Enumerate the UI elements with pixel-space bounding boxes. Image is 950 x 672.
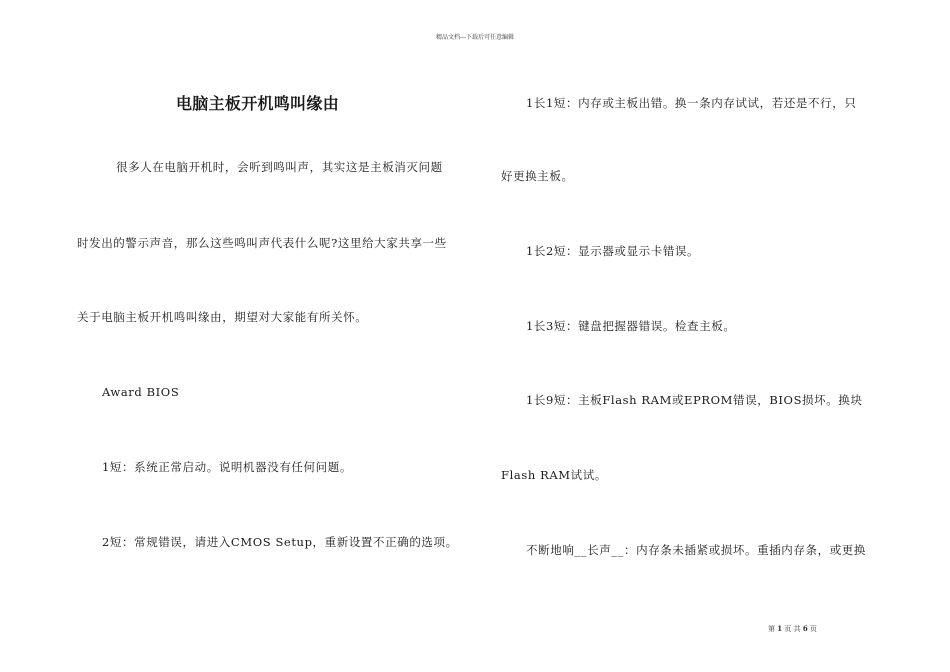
footer-mid-label: 页 共 (784, 625, 801, 633)
paragraph-line: Flash RAM试试。 (501, 468, 607, 482)
paragraph-line: 1长9短：主板Flash RAM或EPROM错误，BIOS损坏。换块 (526, 393, 863, 407)
footer-page-number: 1 (777, 624, 783, 633)
section-heading: Award BIOS (102, 385, 180, 399)
paragraph-line: 不断地响__长声__：内存条未插紧或损坏。重插内存条，或更换 (526, 543, 866, 557)
document-title: 电脑主板开机鸣叫缘由 (176, 94, 340, 113)
paragraph-line: 2短：常规错误，请进入CMOS Setup，重新设置不正确的选项。 (102, 535, 458, 549)
paragraph-line: 1长3短：键盘把握器错误。检查主板。 (526, 319, 736, 333)
page-header: 精品文档---下载后可任意编辑 (435, 34, 515, 41)
footer-page-label: 第 (768, 625, 775, 633)
paragraph-line: 1短：系统正常启动。说明机器没有任何问题。 (102, 460, 352, 474)
footer-total-pages: 6 (802, 624, 808, 633)
paragraph-line: 好更换主板。 (501, 169, 574, 183)
page-footer (768, 624, 848, 634)
paragraph-line: 时发出的警示声音，那么这些鸣叫声代表什么呢?这里给大家共享一些 (77, 236, 447, 250)
paragraph-line: 关于电脑主板开机鸣叫缘由，期望对大家能有所关怀。 (77, 310, 368, 324)
paragraph-line: 1长2短：显示器或显示卡错误。 (526, 244, 700, 258)
paragraph-line: 1长1短：内存或主板出错。换一条内存试试，若还是不行，只 (526, 96, 857, 110)
footer-end-label: 页 (809, 625, 817, 633)
paragraph-line: 很多人在电脑开机时，会听到鸣叫声，其实这是主板消灭问题 (116, 160, 443, 174)
